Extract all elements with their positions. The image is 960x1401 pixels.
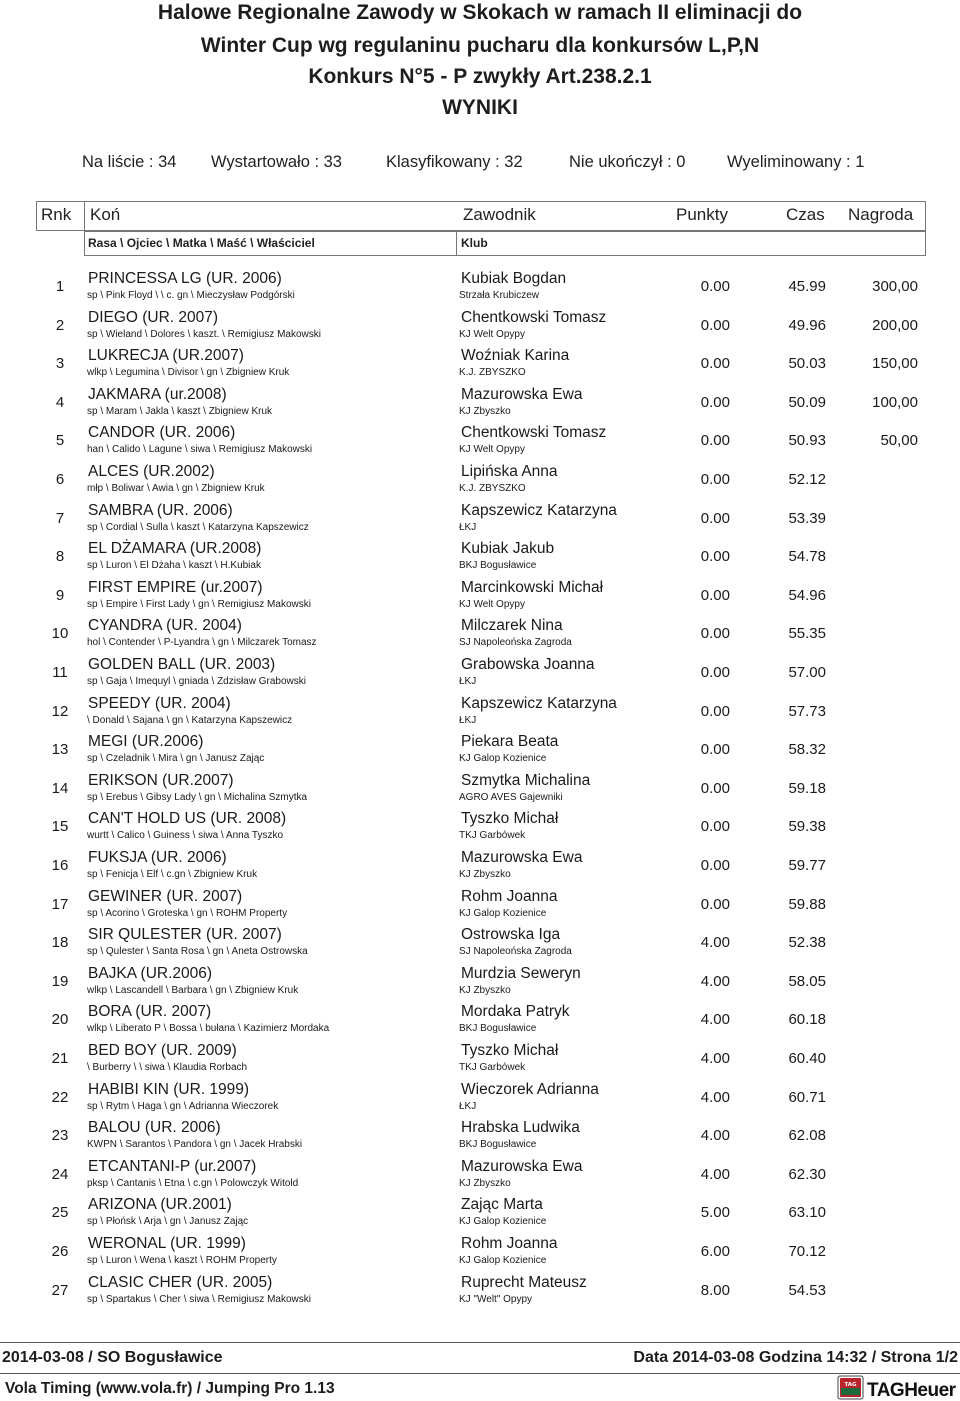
rider-club: AGRO AVES Gajewniki bbox=[459, 791, 563, 803]
table-row bbox=[0, 579, 960, 618]
rider-name: Zając Marta bbox=[461, 1196, 543, 1214]
rider-name: Mazurowska Ewa bbox=[461, 849, 583, 866]
horse-breed-owner: \ Burberry \ \ siwa \ Klaudia Rorbach bbox=[87, 1062, 248, 1073]
col-horse: Koń bbox=[90, 205, 121, 224]
horse-breed-owner: sp \ Pink Floyd \ \ c. gn \ Mieczysław Podgórski bbox=[87, 290, 295, 301]
time-value: 45.99 bbox=[788, 278, 826, 295]
rider-club: ŁKJ bbox=[459, 676, 477, 687]
competition-title: Konkurs N°5 - P zwykły Art.238.2.1 bbox=[308, 65, 652, 88]
points-value: 4.00 bbox=[700, 1127, 730, 1145]
points-value: 0.00 bbox=[700, 509, 730, 527]
footer-timestamp-page: Data 2014-03-08 Godzina 14:32 / Strona 1/2 bbox=[633, 1349, 958, 1366]
horse-breed-owner: hol \ Contender \ P-Lyandra \ gn \ Milczarek Tomasz bbox=[87, 637, 317, 649]
rider-name: Mordaka Patryk bbox=[461, 1003, 570, 1021]
rider-club: SJ Napoleońska Zagroda bbox=[459, 946, 572, 958]
rank-number: 21 bbox=[51, 1050, 69, 1067]
rank-number: 6 bbox=[55, 471, 65, 488]
horse-name: FIRST EMPIRE (ur.2007) bbox=[88, 578, 263, 596]
table-row bbox=[0, 1158, 960, 1197]
time-value: 60.40 bbox=[788, 1050, 826, 1067]
rider-club: BKJ Bogusławice bbox=[459, 1023, 537, 1035]
col-rider: Zawodnik bbox=[463, 205, 536, 224]
rider-club: TKJ Garbówek bbox=[459, 1062, 526, 1073]
horse-name: MEGI (UR.2006) bbox=[88, 733, 204, 751]
rider-club: KJ Welt Opypy bbox=[459, 328, 525, 340]
rider-name: Kapszewicz Katarzyna bbox=[461, 501, 617, 519]
table-row bbox=[0, 1081, 960, 1120]
time-value: 55.35 bbox=[788, 625, 826, 643]
svg-text:TAGHeuer: TAGHeuer bbox=[867, 1380, 956, 1401]
stat-started: Wystartowało : 33 bbox=[211, 153, 342, 171]
rank-number: 26 bbox=[51, 1243, 69, 1260]
time-value: 60.18 bbox=[788, 1011, 826, 1029]
points-value: 0.00 bbox=[700, 316, 730, 334]
points-value: 0.00 bbox=[700, 895, 730, 913]
rider-club: BKJ Bogusławice bbox=[459, 560, 537, 572]
table-row bbox=[0, 1003, 960, 1042]
rider-name: Wieczorek Adrianna bbox=[461, 1080, 599, 1098]
horse-breed-owner: wurtt \ Calico \ Guiness \ siwa \ Anna Tyszko bbox=[87, 830, 284, 842]
time-value: 53.39 bbox=[788, 509, 826, 527]
svg-text:TAG: TAG bbox=[844, 1382, 857, 1388]
rider-club: KJ Zbyszko bbox=[459, 869, 511, 880]
points-value: 0.00 bbox=[700, 548, 730, 566]
horse-breed-owner: sp \ Płońsk \ Arja \ gn \ Janusz Zając bbox=[87, 1216, 249, 1228]
rider-name: Kubiak Bogdan bbox=[461, 270, 567, 287]
horse-name: BED BOY (UR. 2009) bbox=[88, 1042, 237, 1059]
table-row bbox=[0, 733, 960, 772]
rider-name: Szmytka Michalina bbox=[461, 771, 591, 789]
horse-breed-owner: wlkp \ Lascandell \ Barbara \ gn \ Zbigniew Kruk bbox=[87, 984, 299, 996]
rider-name: Mazurowska Ewa bbox=[461, 385, 583, 403]
time-value: 52.12 bbox=[788, 471, 826, 488]
horse-name: GEWINER (UR. 2007) bbox=[88, 887, 243, 905]
table-row bbox=[0, 926, 960, 965]
time-value: 60.71 bbox=[788, 1088, 826, 1106]
points-value: 4.00 bbox=[700, 1165, 730, 1183]
results-heading: WYNIKI bbox=[442, 96, 518, 119]
stat-eliminated: Wyeliminowany : 1 bbox=[727, 153, 865, 171]
points-value: 0.00 bbox=[700, 779, 730, 797]
col-rnk: Rnk bbox=[41, 205, 72, 224]
points-value: 0.00 bbox=[700, 393, 730, 411]
horse-name: HABIBI KIN (UR. 1999) bbox=[88, 1080, 250, 1098]
horse-breed-owner: sp \ Acorino \ Groteska \ gn \ ROHM Property bbox=[87, 907, 288, 919]
rank-number: 24 bbox=[51, 1165, 69, 1183]
rank-number: 9 bbox=[55, 586, 65, 604]
horse-name: BORA (UR. 2007) bbox=[88, 1003, 212, 1021]
table-row bbox=[0, 810, 960, 849]
horse-breed-owner: sp \ Luron \ El Dżaha \ kaszt \ H.Kubiak bbox=[87, 560, 261, 572]
rider-name: Chentkowski Tomasz bbox=[461, 308, 607, 326]
horse-breed-owner: \ Donald \ Sajana \ gn \ Katarzyna Kapszewicz bbox=[87, 714, 293, 726]
horse-breed-owner: sp \ Empire \ First Lady \ gn \ Remigiusz Makowski bbox=[87, 598, 311, 610]
horse-breed-owner: sp \ Maram \ Jakla \ kaszt \ Zbigniew Kruk bbox=[87, 405, 273, 417]
horse-breed-owner: wlkp \ Liberato P \ Bossa \ bułana \ Kazimierz Mordaka bbox=[87, 1023, 330, 1035]
horse-breed-owner: sp \ Fenicja \ Elf \ c.gn \ Zbigniew Kruk bbox=[87, 869, 258, 880]
table-row bbox=[0, 424, 960, 463]
rank-number: 11 bbox=[52, 664, 68, 681]
rider-club: ŁKJ bbox=[459, 714, 477, 726]
prize-value: 200,00 bbox=[872, 316, 918, 334]
rider-club: BKJ Bogusławice bbox=[459, 1139, 537, 1151]
rank-number: 22 bbox=[51, 1088, 69, 1106]
rank-number: 18 bbox=[51, 934, 69, 952]
points-value: 0.00 bbox=[700, 664, 730, 681]
horse-breed-owner: KWPN \ Sarantos \ Pandora \ gn \ Jacek Hrabski bbox=[87, 1139, 303, 1151]
column-divider bbox=[84, 201, 85, 231]
time-value: 50.03 bbox=[788, 355, 826, 373]
rank-number: 14 bbox=[51, 779, 69, 797]
points-value: 0.00 bbox=[700, 702, 730, 720]
rider-name: Mazurowska Ewa bbox=[461, 1157, 583, 1175]
table-row bbox=[0, 849, 960, 888]
title-line-2: Winter Cup wg regulaninu pucharu dla konkursów L,P,N bbox=[200, 34, 760, 57]
rank-number: 13 bbox=[51, 741, 69, 759]
points-value: 0.00 bbox=[700, 432, 730, 450]
horse-breed-owner: sp \ Qulester \ Santa Rosa \ gn \ Aneta Ostrowska bbox=[87, 946, 308, 958]
table-row bbox=[0, 309, 960, 348]
time-value: 57.00 bbox=[788, 664, 826, 681]
points-value: 0.00 bbox=[700, 625, 730, 643]
rank-number: 1 bbox=[55, 278, 65, 295]
time-value: 54.78 bbox=[788, 548, 826, 566]
horse-name: WERONAL (UR. 1999) bbox=[88, 1235, 246, 1252]
rank-number: 17 bbox=[51, 895, 69, 913]
rank-number: 3 bbox=[55, 355, 65, 373]
rank-number: 16 bbox=[51, 857, 69, 874]
horse-breed-owner: sp \ Luron \ Wena \ kaszt \ ROHM Property bbox=[87, 1255, 277, 1266]
points-value: 5.00 bbox=[700, 1204, 730, 1222]
horse-name: DIEGO (UR. 2007) bbox=[88, 308, 219, 326]
horse-breed-owner: sp \ Czeladnik \ Mira \ gn \ Janusz Zając bbox=[87, 753, 265, 765]
horse-name: SIR QULESTER (UR. 2007) bbox=[88, 926, 282, 944]
rank-number: 25 bbox=[51, 1204, 69, 1222]
rank-number: 4 bbox=[55, 393, 65, 411]
rider-club: Strzała Krubiczew bbox=[459, 290, 540, 301]
rider-name: Grabowska Joanna bbox=[461, 656, 595, 673]
rank-number: 7 bbox=[55, 509, 65, 527]
horse-name: SAMBRA (UR. 2006) bbox=[88, 501, 233, 519]
rider-club: ŁKJ bbox=[459, 521, 477, 533]
footer-software: Vola Timing (www.vola.fr) / Jumping Pro 1.13 bbox=[5, 1380, 335, 1397]
rider-club: KJ Galop Kozienice bbox=[459, 907, 547, 919]
horse-name: ARIZONA (UR.2001) bbox=[88, 1196, 232, 1214]
horse-name: FUKSJA (UR. 2006) bbox=[88, 849, 227, 866]
points-value: 0.00 bbox=[700, 278, 730, 295]
horse-breed-owner: han \ Calido \ Lagune \ siwa \ Remigiusz Makowski bbox=[87, 444, 313, 456]
table-row bbox=[0, 888, 960, 927]
points-value: 6.00 bbox=[700, 1243, 730, 1260]
rank-number: 19 bbox=[51, 972, 69, 990]
horse-name: CLASIC CHER (UR. 2005) bbox=[88, 1273, 273, 1291]
points-value: 0.00 bbox=[700, 471, 730, 488]
stat-not-finished: Nie ukończył : 0 bbox=[569, 153, 686, 171]
rank-number: 8 bbox=[55, 548, 65, 566]
table-row bbox=[0, 656, 960, 695]
time-value: 70.12 bbox=[788, 1243, 826, 1260]
rider-name: Tyszko Michał bbox=[461, 1042, 559, 1059]
time-value: 49.96 bbox=[788, 316, 826, 334]
col-prize: Nagroda bbox=[848, 205, 914, 224]
prize-value: 100,00 bbox=[872, 393, 918, 411]
horse-breed-owner: wlkp \ Legumina \ Divisor \ gn \ Zbigniew Kruk bbox=[87, 367, 290, 379]
points-value: 0.00 bbox=[700, 818, 730, 836]
table-row bbox=[0, 1119, 960, 1158]
rank-number: 20 bbox=[51, 1011, 69, 1029]
time-value: 54.96 bbox=[788, 586, 826, 604]
time-value: 62.08 bbox=[788, 1127, 826, 1145]
time-value: 63.10 bbox=[788, 1204, 826, 1222]
horse-breed-owner: pksp \ Cantanis \ Etna \ c.gn \ Polowczyk Witold bbox=[87, 1177, 299, 1189]
horse-name: ERIKSON (UR.2007) bbox=[88, 771, 234, 789]
rider-club: KJ "Welt" Opypy bbox=[459, 1293, 533, 1305]
horse-breed-owner: sp \ Cordial \ Sulla \ kaszt \ Katarzyna Kapszewicz bbox=[87, 521, 309, 533]
horse-breed-owner: sp \ Rytm \ Haga \ gn \ Adrianna Wieczorek bbox=[87, 1100, 279, 1112]
horse-name: ETCANTANI-P (ur.2007) bbox=[88, 1157, 257, 1175]
horse-name: ALCES (UR.2002) bbox=[88, 463, 215, 480]
prize-value: 50,00 bbox=[880, 432, 918, 450]
table-row bbox=[0, 1274, 960, 1313]
rider-name: Tyszko Michał bbox=[461, 810, 559, 828]
horse-name: SPEEDY (UR. 2004) bbox=[88, 694, 231, 712]
horse-name: CANDOR (UR. 2006) bbox=[88, 424, 236, 442]
horse-breed-owner: młp \ Boliwar \ Awia \ gn \ Zbigniew Kruk bbox=[87, 483, 265, 494]
rider-name: Chentkowski Tomasz bbox=[461, 424, 607, 442]
footer-date-organizer: 2014-03-08 / SO Bogusławice bbox=[2, 1349, 223, 1366]
prize-value: 300,00 bbox=[872, 278, 918, 295]
time-value: 58.05 bbox=[788, 972, 826, 990]
col-rider-sub: Klub bbox=[461, 236, 488, 250]
time-value: 59.88 bbox=[788, 895, 826, 913]
horse-name: PRINCESSA LG (UR. 2006) bbox=[88, 270, 282, 287]
table-row bbox=[0, 772, 960, 811]
prize-value: 150,00 bbox=[872, 355, 918, 373]
points-value: 0.00 bbox=[700, 857, 730, 874]
time-value: 59.77 bbox=[788, 857, 826, 874]
rider-name: Rohm Joanna bbox=[461, 1235, 558, 1252]
rider-club: KJ Zbyszko bbox=[459, 984, 511, 996]
time-value: 58.32 bbox=[788, 741, 826, 759]
table-row bbox=[0, 695, 960, 734]
horse-breed-owner: sp \ Gaja \ Imequyl \ gniada \ Zdzisław Grabowski bbox=[87, 676, 306, 687]
rank-number: 10 bbox=[51, 625, 69, 643]
rider-club: KJ Zbyszko bbox=[459, 405, 511, 417]
rider-name: Woźniak Karina bbox=[461, 347, 570, 365]
rider-name: Piekara Beata bbox=[461, 733, 559, 751]
horse-name: BALOU (UR. 2006) bbox=[88, 1119, 221, 1137]
rank-number: 23 bbox=[51, 1127, 69, 1145]
horse-name: CAN'T HOLD US (UR. 2008) bbox=[88, 810, 287, 828]
rank-number: 12 bbox=[51, 702, 69, 720]
horse-name: CYANDRA (UR. 2004) bbox=[88, 617, 242, 635]
rider-club: KJ Galop Kozienice bbox=[459, 1255, 547, 1266]
time-value: 59.38 bbox=[788, 818, 826, 836]
table-row bbox=[0, 965, 960, 1004]
stat-classified: Klasyfikowany : 32 bbox=[386, 153, 523, 171]
rider-club: ŁKJ bbox=[459, 1100, 477, 1112]
rank-number: 15 bbox=[51, 818, 69, 836]
points-value: 0.00 bbox=[700, 586, 730, 604]
rank-number: 5 bbox=[55, 432, 65, 450]
points-value: 0.00 bbox=[700, 355, 730, 373]
table-row bbox=[0, 1235, 960, 1274]
rider-name: Lipińska Anna bbox=[461, 463, 558, 480]
points-value: 4.00 bbox=[700, 1011, 730, 1029]
rank-number: 27 bbox=[51, 1281, 69, 1299]
rider-name: Ostrowska Iga bbox=[461, 926, 561, 944]
rider-club: KJ Zbyszko bbox=[459, 1177, 511, 1189]
time-value: 50.09 bbox=[788, 393, 826, 411]
table-row bbox=[0, 347, 960, 386]
horse-breed-owner: sp \ Wieland \ Dolores \ kaszt. \ Remigiusz Makowski bbox=[87, 328, 321, 340]
rider-club: K.J. ZBYSZKO bbox=[459, 483, 526, 494]
table-row bbox=[0, 502, 960, 541]
tagheuer-logo bbox=[816, 1374, 960, 1401]
time-value: 62.30 bbox=[788, 1165, 826, 1183]
rider-club: K.J. ZBYSZKO bbox=[459, 367, 526, 379]
horse-breed-owner: sp \ Erebus \ Gibsy Lady \ gn \ Michalina Szmytka bbox=[87, 791, 308, 803]
horse-breed-owner: sp \ Spartakus \ Cher \ siwa \ Remigiusz Makowski bbox=[87, 1293, 311, 1305]
time-value: 54.53 bbox=[788, 1281, 826, 1299]
rider-club: KJ Galop Kozienice bbox=[459, 753, 547, 765]
footer-divider bbox=[0, 1342, 960, 1343]
points-value: 8.00 bbox=[700, 1281, 730, 1299]
rider-name: Rohm Joanna bbox=[461, 887, 558, 905]
col-horse-sub: Rasa \ Ojciec \ Matka \ Maść \ Właściciel bbox=[88, 236, 315, 250]
horse-name: BAJKA (UR.2006) bbox=[88, 964, 213, 982]
stat-on-list: Na liście : 34 bbox=[82, 153, 177, 171]
time-value: 52.38 bbox=[788, 934, 826, 952]
title-line-1: Halowe Regionalne Zawody w Skokach w ramach II eliminacji do bbox=[157, 1, 803, 24]
col-time: Czas bbox=[786, 205, 825, 224]
table-row bbox=[0, 463, 960, 502]
column-divider bbox=[456, 231, 457, 256]
points-value: 0.00 bbox=[700, 741, 730, 759]
horse-name: GOLDEN BALL (UR. 2003) bbox=[88, 656, 276, 673]
rider-club: SJ Napoleońska Zagroda bbox=[459, 637, 572, 649]
rider-club: TKJ Garbówek bbox=[459, 830, 526, 842]
horse-name: LUKRECJA (UR.2007) bbox=[88, 347, 244, 365]
horse-name: JAKMARA (ur.2008) bbox=[88, 385, 227, 403]
time-value: 57.73 bbox=[788, 702, 826, 720]
table-row bbox=[0, 617, 960, 656]
rider-name: Hrabska Ludwika bbox=[461, 1119, 580, 1137]
col-points: Punkty bbox=[676, 205, 728, 224]
rider-name: Kubiak Jakub bbox=[461, 540, 555, 558]
table-row bbox=[0, 1042, 960, 1081]
points-value: 4.00 bbox=[700, 934, 730, 952]
rider-name: Murdzia Seweryn bbox=[461, 964, 581, 982]
table-row bbox=[0, 1196, 960, 1235]
rider-name: Milczarek Nina bbox=[461, 617, 563, 635]
horse-name: EL DŻAMARA (UR.2008) bbox=[88, 540, 262, 558]
time-value: 59.18 bbox=[788, 779, 826, 797]
rider-name: Ruprecht Mateusz bbox=[461, 1273, 587, 1291]
rider-club: KJ Welt Opypy bbox=[459, 598, 525, 610]
time-value: 50.93 bbox=[788, 432, 826, 450]
points-value: 4.00 bbox=[700, 1050, 730, 1067]
rider-name: Kapszewicz Katarzyna bbox=[461, 694, 617, 712]
table-row bbox=[0, 386, 960, 425]
points-value: 4.00 bbox=[700, 972, 730, 990]
points-value: 4.00 bbox=[700, 1088, 730, 1106]
table-row bbox=[0, 270, 960, 309]
table-row bbox=[0, 540, 960, 579]
rider-name: Marcinkowski Michał bbox=[461, 578, 604, 596]
rank-number: 2 bbox=[55, 316, 65, 334]
rider-club: KJ Welt Opypy bbox=[459, 444, 525, 456]
rider-club: KJ Galop Kozienice bbox=[459, 1216, 547, 1228]
